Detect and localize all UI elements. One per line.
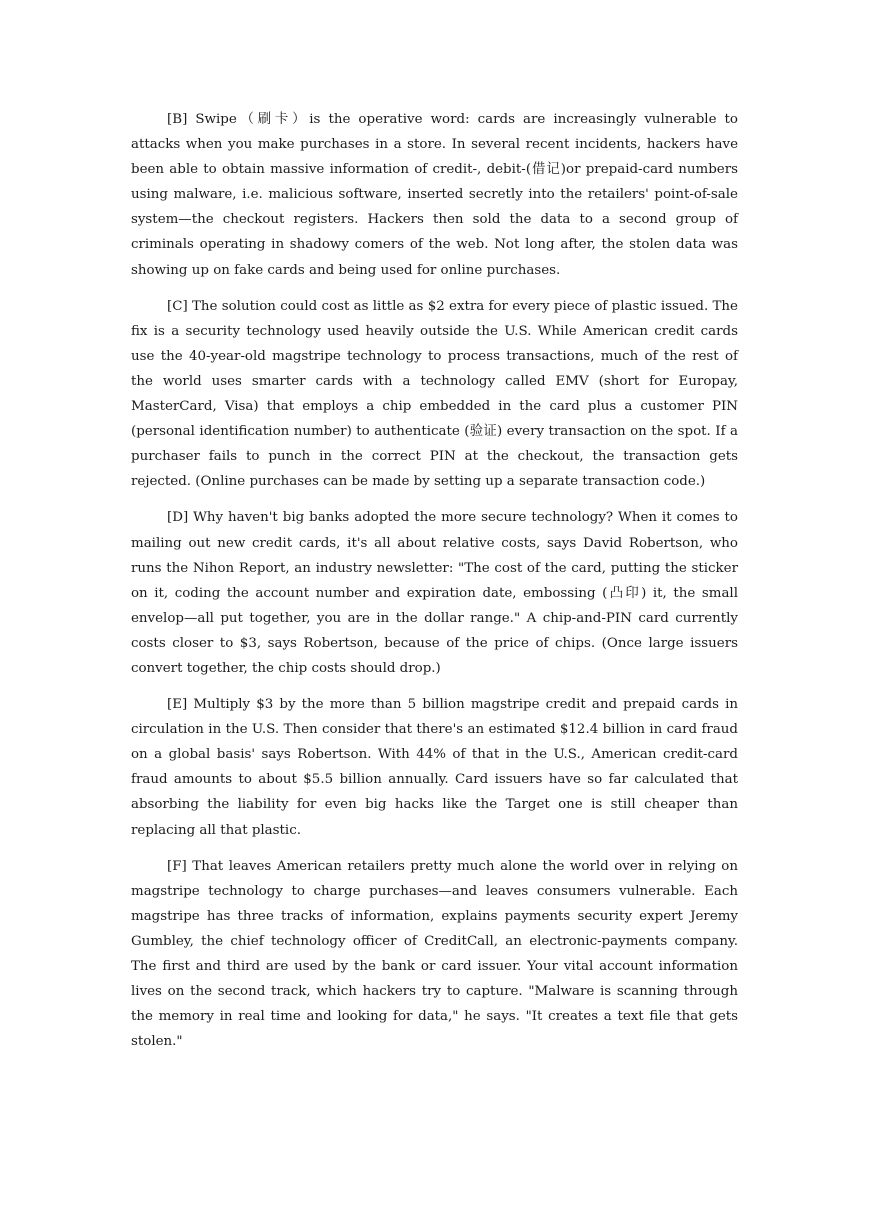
paragraph-c: [C] The solution could cost as little as $2 extra for every piece of plastic issued. The fix is a security technology used heavily outside the U.S. While American credit cards use the 40-year-old magstripe technology to process transactions, much of the rest of the world uses smarter cards with a technology called EMV (short for Europay, MasterCard, Visa) that employs a chip embedded in the card plus a customer PIN (personal identification number) to authenticate (验证) every transaction on the spot. If a purchaser fails to punch in the correct PIN at the checkout, the transaction gets rejected. (Online purchases can be made by setting up a separate transaction code.)	[131, 298, 738, 490]
article-body	[131, 107, 738, 1065]
paragraph-f: [F] That leaves American retailers pretty much alone the world over in relying on magstripe technology to charge purchases—and leaves consumers vulnerable. Each magstripe has three tracks of information, explains payments security expert Jeremy Gumbley, the chief technology officer of CreditCall, an electronic-payments company. The first and third are used by the bank or card issuer. Your vital account information lives on the second track, which hackers try to capture. "Malware is scanning through the memory in real time and looking for data," he says. "It creates a text file that gets stolen."	[131, 858, 738, 1050]
paragraph-b: [B] Swipe（刷卡）is the operative word: cards are increasingly vulnerable to attacks when you make purchases in a store. In several recent incidents, hackers have been able to obtain massive information of credit-, debit-(借记)or prepaid-card numbers using malware, i.e. malicious software, inserted secretly into the retailers' point-of-sale system—the checkout registers. Hackers then sold the data to a second group of criminals operating in shadowy comers of the web. Not long after, the stolen data was showing up on fake cards and being used for online purchases.	[131, 112, 738, 278]
paragraph-e: [E] Multiply $3 by the more than 5 billion magstripe credit and prepaid cards in circulation in the U.S. Then consider that there's an estimated $12.4 billion in card fraud on a global basis' says Robertson. With 44% of that in the U.S., American credit-card fraud amounts to about $5.5 billion annually. Card issuers have so far calculated that absorbing the liability for even big hacks like the Target one is still cheaper than replacing all that plastic.	[131, 697, 738, 838]
paragraph-d: [D] Why haven't big banks adopted the more secure technology? When it comes to mailing out new credit cards, it's all about relative costs, says David Robertson, who runs the Nihon Report, an industry newsletter: "The cost of the card, putting the sticker on it, coding the account number and expiration date, embossing (凸印) it, the small envelop—all put together, you are in the dollar range." A chip-and-PIN card currently costs closer to $3, says Robertson, because of the price of chips. (Once large issuers convert together, the chip costs should drop.)	[131, 510, 738, 676]
